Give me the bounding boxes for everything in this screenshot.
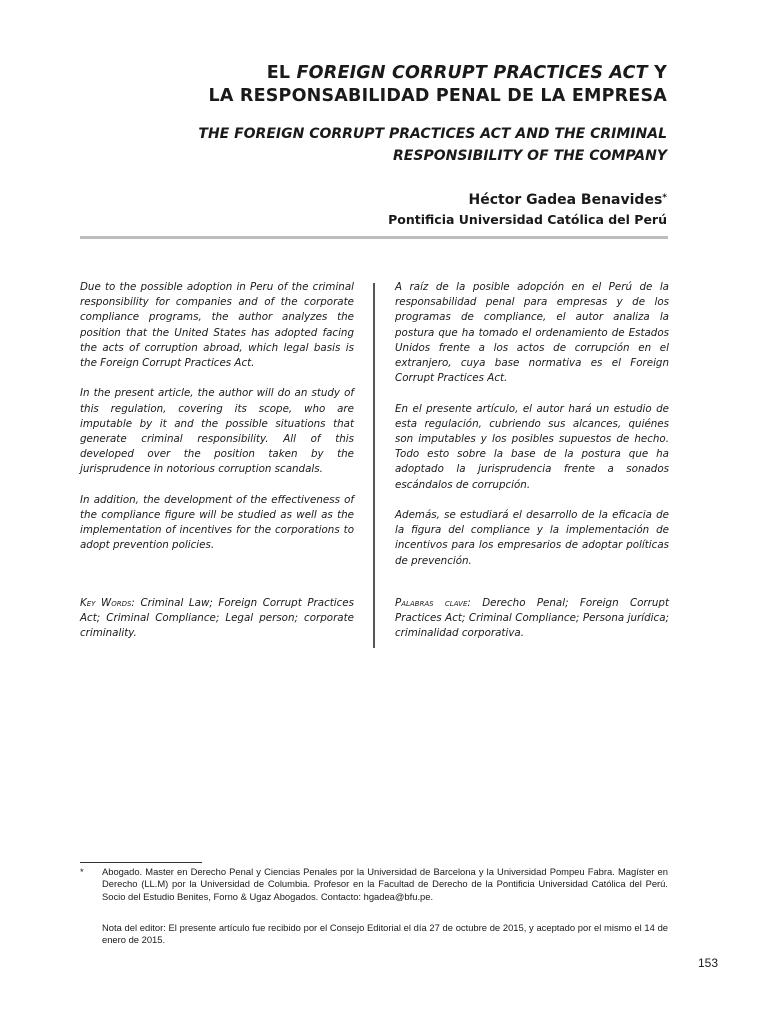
abstract-english-paragraph: Due to the possible adoption in Peru of the criminal responsibility for companies and of the corporate compliance programs, the author analyzes the position that the United States has adopted facing the acts of corruption abroad, which legal basis is the Foreign Corrupt Practices Act. <box>80 281 354 370</box>
title-spanish-line2: LA RESPONSABILIDAD PENAL DE LA EMPRESA <box>208 86 667 106</box>
title-english-line2: RESPONSIBILITY OF THE COMPANY <box>393 148 667 164</box>
header-divider <box>80 236 668 239</box>
footnote-rule <box>80 862 202 863</box>
keywords-spanish <box>395 596 669 642</box>
keywords-spanish-label: Palabras clave: <box>395 597 471 609</box>
title-spanish-line1 <box>209 62 667 85</box>
title-spanish-italic: FOREIGN CORRUPT PRACTICES ACT <box>296 63 648 83</box>
abstract-spanish-paragraph: En el presente artículo, el autor hará un estudio de esta regulación, cubriendo sus alcances, quiénes son imputables y los posibles supuestos de hecho. Todo esto sobre la base de la postura que ha adoptado la jurisprudencia frente a sonados escándalos de corrupción. <box>395 402 669 491</box>
column-divider <box>373 283 375 648</box>
keywords-english-label: Key Words: <box>80 597 135 609</box>
title-english <box>198 123 667 167</box>
keywords-spanish-text: Derecho Penal; Foreign Corrupt Practices Act; Criminal Compliance; Persona jurídica; criminalidad corporativa. <box>395 597 670 640</box>
author-footnote <box>80 866 668 903</box>
title-spanish-prefix: EL <box>266 63 297 83</box>
abstract-spanish <box>395 280 669 584</box>
keywords-english <box>80 596 354 642</box>
title-spanish <box>209 62 667 108</box>
author-affiliation: Pontificia Universidad Católica del Perú <box>388 212 667 227</box>
footnote-mark: * <box>80 866 84 877</box>
author-footnote-mark[interactable]: * <box>662 193 667 203</box>
abstract-english-paragraph: In the present article, the author will do an study of this regulation, covering its scope, who are imputable by it and the possible situations that generate criminal responsibility. All of this developed over the position taken by the jurisprudence in notorious corruption scandals. <box>80 387 354 476</box>
abstract-english <box>80 280 354 569</box>
editor-note: Nota del editor: El presente artículo fue recibido por el Consejo Editorial el día 27 de octubre de 2015, y aceptado por el mismo el 14 de enero de 2015. <box>102 922 668 946</box>
title-spanish-suffix: Y <box>647 63 667 83</box>
footnote-text: Abogado. Master en Derecho Penal y Ciencias Penales por la Universidad de Barcelona y la Universidad Pompeu Fabra. Magíster en Derecho (LL.M) por la Universidad de Columbia. Profesor en la Facultad de Derecho de la Pontificia Universidad Católica del Perú. Socio del Estudio Benites, Forno & Ugaz Abogados. Contacto: hgadea@bfu.pe. <box>102 866 668 902</box>
abstract-english-paragraph: In addition, the development of the effectiveness of the compliance figure will be studied as well as the implementation of incentives for the corporations to adopt prevention policies. <box>80 493 354 552</box>
page-number: 153 <box>697 956 718 970</box>
abstract-spanish-paragraph: Además, se estudiará el desarrollo de la eficacia de la figura del compliance y la implementación de incentivos para los empresarios de adoptar políticas de prevención. <box>395 509 669 567</box>
abstract-spanish-paragraph: A raíz de la posible adopción en el Perú de la responsabilidad penal para empresas y de los programas de compliance, el autor analiza la postura que ha tomado el ordenamiento de Estados Unidos frente a los actos de corrupción en el extranjero, cuya base normativa es el Foreign Corrupt Practices Act. <box>395 281 669 385</box>
keywords-english-text: Criminal Law; Foreign Corrupt Practices Act; Criminal Compliance; Legal person; corporate criminality. <box>80 597 354 640</box>
title-english-line1: THE FOREIGN CORRUPT PRACTICES ACT AND THE CRIMINAL <box>198 126 667 142</box>
author-name <box>388 190 667 210</box>
author-block <box>388 190 667 230</box>
author-name-text: Héctor Gadea Benavides <box>468 192 663 208</box>
